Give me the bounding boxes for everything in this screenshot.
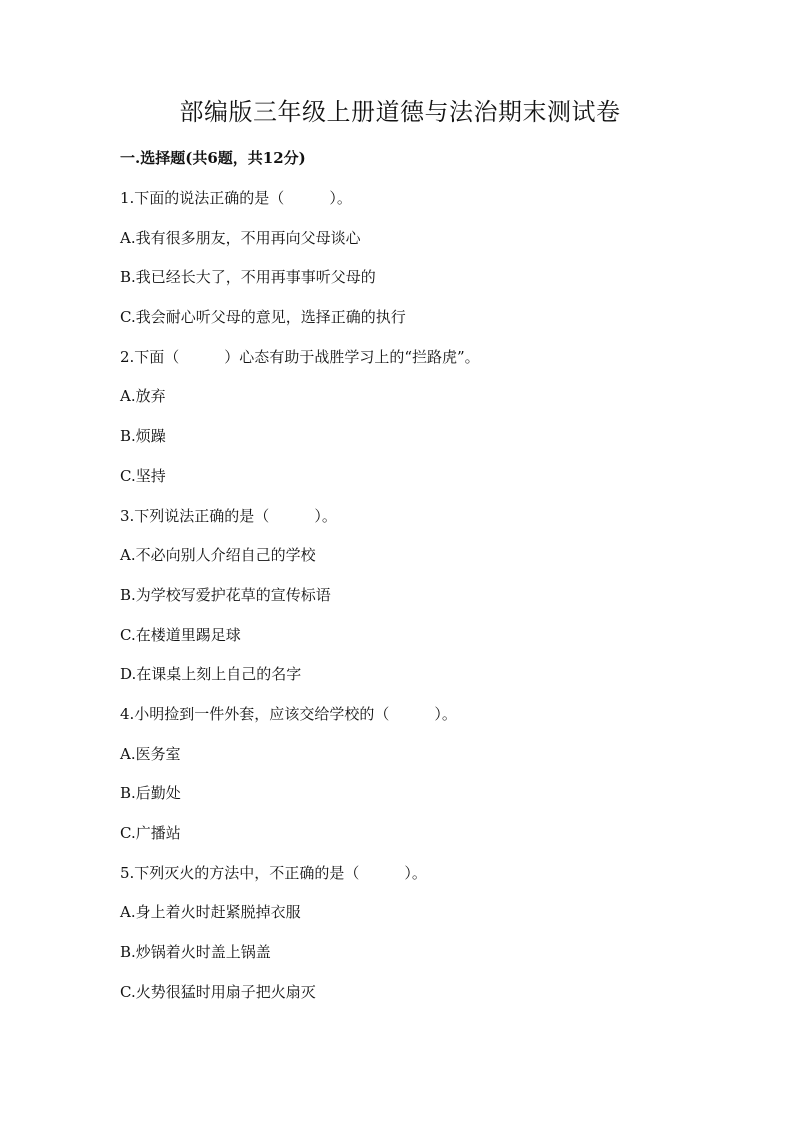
question-2-option-b: B.烦躁: [120, 427, 166, 446]
question-4-stem: 4.小明捡到一件外套，应该交给学校的（ ）。: [120, 704, 457, 723]
question-1-option-b: B.我已经长大了，不用再事事听父母的: [120, 268, 376, 287]
question-list: [120, 184, 720, 1017]
question-4-option-c: C.广播站: [120, 824, 181, 842]
question-5-option-c: C.火势很猛时用扇子把火扇灭: [120, 982, 316, 1001]
question-2-option-a: A.放弃: [120, 387, 166, 406]
question-1-option-a: A.我有很多朋友，不用再向父母谈心: [120, 228, 361, 247]
question-5-option-b: B.炒锅着火时盖上锅盖: [120, 943, 271, 962]
page-title: 部编版三年级上册道德与法治期末测试卷: [179, 98, 621, 126]
question-2-stem: 2.下面（ ）心态有助于战胜学习上的“拦路虎”。: [120, 347, 480, 366]
question-4-option-a: A.医务室: [120, 744, 181, 763]
question-3-stem: 3.下列说法正确的是（ ）。: [120, 506, 337, 525]
question-5-option-a: A.身上着火时赶紧脱掉衣服: [120, 903, 301, 922]
question-4-option-b: B.后勤处: [120, 784, 181, 803]
question-3-option-d: D.在课桌上刻上自己的名字: [120, 665, 302, 684]
question-2-option-c: C.坚持: [120, 466, 166, 485]
section-heading: 一.选择题(共6题，共12分): [120, 149, 306, 167]
question-5-stem: 5.下列灭火的方法中，不正确的是（ ）。: [120, 863, 427, 882]
question-3-option-b: B.为学校写爱护花草的宣传标语: [120, 585, 331, 604]
question-1-stem: 1.下面的说法正确的是（ ）。: [120, 189, 352, 207]
question-3-option-a: A.不必向别人介绍自己的学校: [120, 546, 316, 565]
question-3-option-c: C.在楼道里踢足球: [120, 625, 241, 644]
question-1-option-c: C.我会耐心听父母的意见，选择正确的执行: [120, 308, 406, 327]
